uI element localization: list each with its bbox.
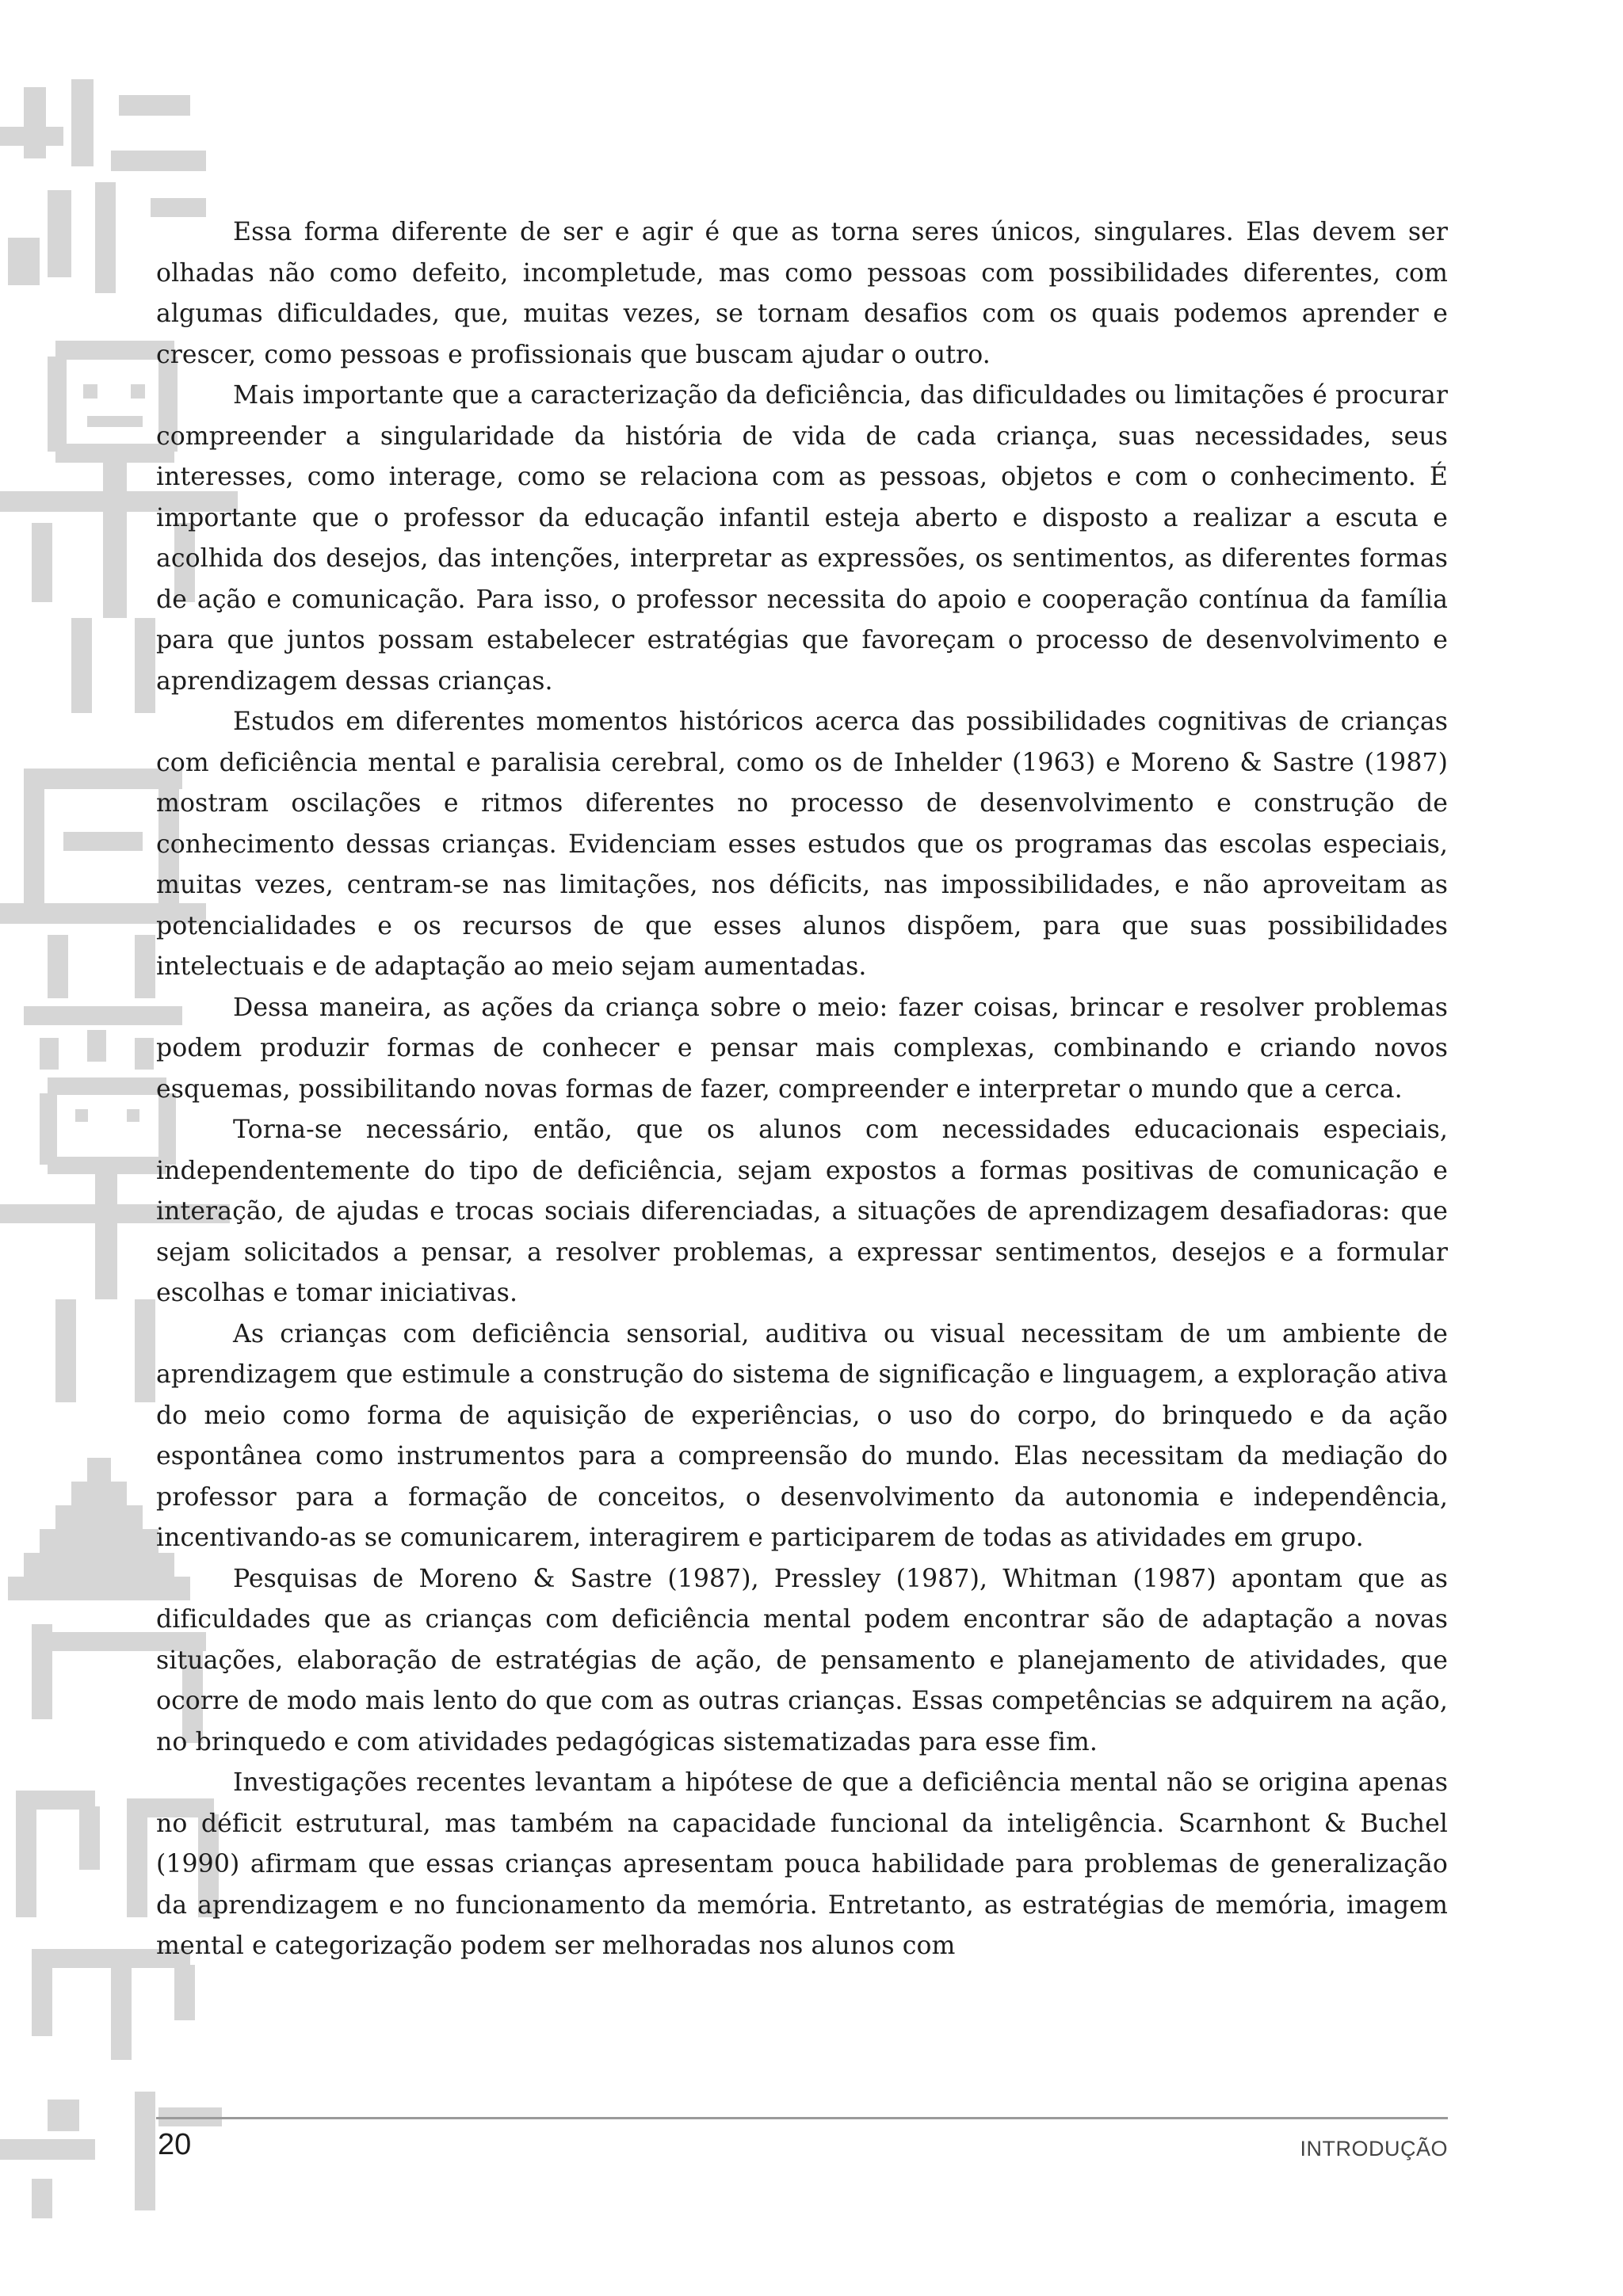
paragraph: Estudos em diferentes momentos históricos acerca das possibilidades cognitivas de crianças com deficiência mental e paralisia cerebral, como os de Inhelder (1963) e Moreno & Sastre (1987) mostram oscilações e ritmos diferentes no processo de desenvolvimento e construção de conhecimento dessas crianças. Evidenciam esses estudos que os programas das escolas especiais, muitas vezes, centram-se nas limitações, nos déficits, nas impossibilidades, e não aproveitam as potencialidades e os recursos de que esses alunos dispõem, para que suas possibilidades intelectuais e de adaptação ao meio sejam aumentadas. [156, 707, 1448, 981]
paragraph: Mais importante que a caracterização da deficiência, das dificuldades ou limitações é procurar compreender a singularidade da história de vida de cada criança, suas necessidades, seus interesses, como interage, como se relaciona com as pessoas, objetos e com o conhecimento. É importante que o professor da educação infantil esteja aberto e disposto a realizar a escuta e acolhida dos desejos, das intenções, interpretar as expressões, os sentimentos, as diferentes formas de ação e comunicação. Para isso, o professor necessita do apoio e cooperação contínua da família para que juntos possam estabelecer estratégias que favoreçam o processo de desenvolvimento e aprendizagem dessas crianças. [156, 381, 1448, 696]
paragraph: As crianças com deficiência sensorial, auditiva ou visual necessitam de um ambiente de aprendizagem que estimule a construção do sistema de significação e linguagem, a exploração ativa do meio como forma de aquisição de experiências, o uso do corpo, do brinquedo e da ação espontânea como instrumentos para a compreensão do mundo. Elas necessitam da mediação do professor para a formação de conceitos, o desenvolvimento da autonomia e independência, incentivando-as se comunicarem, interagirem e participarem de todas as atividades em grupo. [156, 1319, 1448, 1552]
paragraph: Pesquisas de Moreno & Sastre (1987), Pressley (1987), Whitman (1987) apontam que as dificuldades que as crianças com deficiência mental podem encontrar são de adaptação a novas situações, elaboração de estratégias de ação, de pensamento e planejamento de atividades, que ocorre de modo mais lento do que com as outras crianças. Essas competências se adquirem na ação, no brinquedo e com atividades pedagógicas sistematizadas para esse fim. [156, 1564, 1448, 1756]
paragraph: Investigações recentes levantam a hipótese de que a deficiência mental não se origina apenas no déficit estrutural, mas também na capacidade funcional da inteligência. Scarnhont & Buchel (1990) afirmam que essas crianças apresentam pouca habilidade para problemas de generalização da aprendizagem e no funcionamento da memória. Entretanto, as estratégias de memória, imagem mental e categorização podem ser melhoradas nos alunos com [156, 1768, 1448, 1960]
footer-rule [156, 2117, 1448, 2119]
section-title: INTRODUÇÃO [1300, 2137, 1448, 2161]
paragraph: Torna-se necessário, então, que os alunos com necessidades educacionais especiais, independentemente do tipo de deficiência, sejam expostos a formas positivas de comunicação e interação, de ajudas e trocas sociais diferenciadas, a situações de aprendizagem desafiadoras: que sejam solicitados a pensar, a resolver problemas, a expressar sentimentos, desejos e a formular escolhas e tomar iniciativas. [156, 1116, 1448, 1307]
body-text [156, 212, 1448, 1967]
paragraph: Essa forma diferente de ser e agir é que as torna seres únicos, singulares. Elas devem ser olhadas não como defeito, incompletude, mas como pessoas com possibilidades diferentes, com algumas dificuldades, que, muitas vezes, se tornam desafios com os quais podemos aprender e crescer, como pessoas e profissionais que buscam ajudar o outro. [156, 218, 1448, 369]
page-number: 20 [158, 2128, 192, 2161]
paragraph: Dessa maneira, as ações da criança sobre o meio: fazer coisas, brincar e resolver problemas podem produzir formas de conhecer e pensar mais complexas, combinando e criando novos esquemas, possibilitando novas formas de fazer, compreender e interpretar o mundo que a cerca. [156, 993, 1448, 1104]
